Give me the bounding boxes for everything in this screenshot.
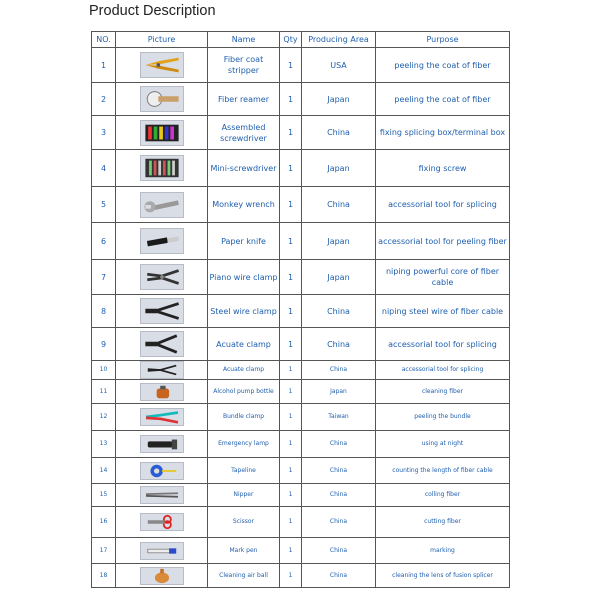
cell-no: 9 (92, 328, 116, 361)
acuate-clamp-small-icon (140, 361, 184, 379)
header-qty: Qty (280, 32, 302, 48)
table-row (92, 564, 510, 588)
cell-no: 3 (92, 116, 116, 150)
cell-no: 18 (92, 564, 116, 588)
steel-wire-clamp-icon (140, 298, 184, 324)
cell-qty: 1 (280, 431, 302, 458)
cell-picture (116, 404, 208, 431)
table-row (92, 328, 510, 361)
cell-purpose: accessorial tool for splicing (376, 187, 510, 223)
cell-qty: 1 (280, 564, 302, 588)
wrench-icon (140, 192, 184, 218)
header-purpose: Purpose (376, 32, 510, 48)
cell-qty: 1 (280, 380, 302, 404)
cell-qty: 1 (280, 328, 302, 361)
cell-purpose: accessorial tool for splicing (376, 361, 510, 380)
cell-producing-area: Japan (302, 83, 376, 116)
alcohol-bottle-icon (140, 383, 184, 401)
cell-producing-area: Japan (302, 150, 376, 187)
cell-producing-area: China (302, 507, 376, 538)
cell-qty: 1 (280, 295, 302, 328)
cell-no: 15 (92, 484, 116, 507)
cell-name: Tapeline (208, 458, 280, 484)
header-no: NO. (92, 32, 116, 48)
tape-measure-icon (140, 462, 184, 480)
cell-picture (116, 48, 208, 83)
fiber-stripper-icon (140, 52, 184, 78)
cell-name: Cleaning air ball (208, 564, 280, 588)
cell-qty: 1 (280, 458, 302, 484)
cell-name: Nipper (208, 484, 280, 507)
cell-name: Alcohol pump bottle (208, 380, 280, 404)
table-row (92, 431, 510, 458)
cell-producing-area: China (302, 328, 376, 361)
table-row (92, 538, 510, 564)
cell-purpose: cutting fiber (376, 507, 510, 538)
cell-purpose: peeling the bundle (376, 404, 510, 431)
table-row (92, 223, 510, 260)
cell-no: 7 (92, 260, 116, 295)
table-row (92, 507, 510, 538)
cell-name: Acuate clamp (208, 361, 280, 380)
cell-qty: 1 (280, 404, 302, 431)
cell-purpose: peeling the coat of fiber (376, 83, 510, 116)
cell-picture (116, 458, 208, 484)
cell-no: 17 (92, 538, 116, 564)
cell-picture (116, 507, 208, 538)
bundle-clamp-icon (140, 408, 184, 426)
mark-pen-icon (140, 542, 184, 560)
cell-purpose: niping steel wire of fiber cable (376, 295, 510, 328)
cell-purpose: peeling the coat of fiber (376, 48, 510, 83)
cell-no: 6 (92, 223, 116, 260)
cell-producing-area: China (302, 361, 376, 380)
cell-name: Fiber coat stripper (208, 48, 280, 83)
cell-producing-area: China (302, 564, 376, 588)
cell-picture (116, 295, 208, 328)
cell-qty: 1 (280, 150, 302, 187)
cell-no: 12 (92, 404, 116, 431)
cell-purpose: fixing splicing box/terminal box (376, 116, 510, 150)
table-row (92, 458, 510, 484)
nipper-icon (140, 486, 184, 504)
cell-no: 1 (92, 48, 116, 83)
cell-producing-area: Japan (302, 223, 376, 260)
cell-purpose: cleaning the lens of fusion splicer (376, 564, 510, 588)
table-row (92, 116, 510, 150)
cell-producing-area: China (302, 116, 376, 150)
cell-name: Steel wire clamp (208, 295, 280, 328)
cell-purpose: cleaning fiber (376, 380, 510, 404)
paper-knife-icon (140, 228, 184, 254)
cell-picture (116, 328, 208, 361)
cell-qty: 1 (280, 538, 302, 564)
cell-qty: 1 (280, 223, 302, 260)
cell-name: Fiber reamer (208, 83, 280, 116)
scissor-icon (140, 513, 184, 531)
table-row (92, 295, 510, 328)
cell-picture (116, 361, 208, 380)
header-picture: Picture (116, 32, 208, 48)
table-row (92, 83, 510, 116)
piano-wire-clamp-icon (140, 264, 184, 290)
table-header-row (92, 32, 510, 48)
cell-name: Assembled screwdriver (208, 116, 280, 150)
cell-no: 16 (92, 507, 116, 538)
table-row (92, 380, 510, 404)
cell-picture (116, 564, 208, 588)
cell-name: Paper knife (208, 223, 280, 260)
header-name: Name (208, 32, 280, 48)
cell-purpose: fixing screw (376, 150, 510, 187)
table-row (92, 150, 510, 187)
cell-name: Emergency lamp (208, 431, 280, 458)
cell-producing-area: China (302, 431, 376, 458)
cell-picture (116, 187, 208, 223)
cell-qty: 1 (280, 507, 302, 538)
cell-purpose: counting the length of fiber cable (376, 458, 510, 484)
cell-picture (116, 484, 208, 507)
table-row (92, 260, 510, 295)
cell-name: Bundle clamp (208, 404, 280, 431)
cell-no: 5 (92, 187, 116, 223)
cell-producing-area: Japan (302, 260, 376, 295)
cell-producing-area: Taiwan (302, 404, 376, 431)
header-producing-area: Producing Area (302, 32, 376, 48)
cell-purpose: colling fiber (376, 484, 510, 507)
cell-producing-area: China (302, 538, 376, 564)
cell-qty: 1 (280, 116, 302, 150)
cell-producing-area: China (302, 484, 376, 507)
cell-no: 8 (92, 295, 116, 328)
cell-producing-area: China (302, 187, 376, 223)
table-row (92, 484, 510, 507)
cell-qty: 1 (280, 187, 302, 223)
cell-qty: 1 (280, 260, 302, 295)
cell-picture (116, 260, 208, 295)
flashlight-icon (140, 435, 184, 453)
cell-picture (116, 538, 208, 564)
cell-producing-area: USA (302, 48, 376, 83)
cell-no: 11 (92, 380, 116, 404)
cell-producing-area: China (302, 295, 376, 328)
cell-purpose: accessorial tool for splicing (376, 328, 510, 361)
cell-purpose: niping powerful core of fiber cable (376, 260, 510, 295)
cell-no: 14 (92, 458, 116, 484)
table-row (92, 404, 510, 431)
cell-purpose: marking (376, 538, 510, 564)
cell-qty: 1 (280, 48, 302, 83)
cell-picture (116, 150, 208, 187)
cell-name: Piano wire clamp (208, 260, 280, 295)
cell-no: 4 (92, 150, 116, 187)
table-row (92, 48, 510, 83)
cell-name: Monkey wrench (208, 187, 280, 223)
cell-no: 2 (92, 83, 116, 116)
product-table (91, 31, 510, 588)
air-ball-icon (140, 567, 184, 585)
cell-purpose: accessorial tool for peeling fiber (376, 223, 510, 260)
cell-name: Acuate clamp (208, 328, 280, 361)
cell-picture (116, 83, 208, 116)
cell-name: Mark pen (208, 538, 280, 564)
fiber-reamer-icon (140, 86, 184, 112)
acuate-clamp-icon (140, 331, 184, 357)
cell-name: Scissor (208, 507, 280, 538)
cell-no: 13 (92, 431, 116, 458)
cell-qty: 1 (280, 484, 302, 507)
cell-producing-area: China (302, 458, 376, 484)
cell-no: 10 (92, 361, 116, 380)
mini-screwdriver-icon (140, 155, 184, 181)
cell-name: Mini-screwdriver (208, 150, 280, 187)
cell-qty: 1 (280, 361, 302, 380)
cell-purpose: using at night (376, 431, 510, 458)
table-row (92, 187, 510, 223)
cell-qty: 1 (280, 83, 302, 116)
cell-picture (116, 223, 208, 260)
page-title: Product Description (89, 3, 216, 19)
table-row (92, 361, 510, 380)
cell-producing-area: Japan (302, 380, 376, 404)
screwdriver-set-icon (140, 120, 184, 146)
cell-picture (116, 116, 208, 150)
cell-picture (116, 431, 208, 458)
cell-picture (116, 380, 208, 404)
